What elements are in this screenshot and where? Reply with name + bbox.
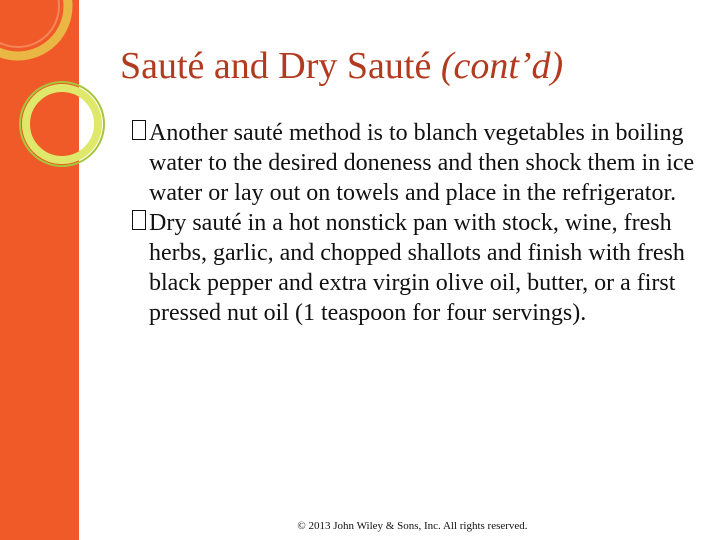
title-main: Sauté and Dry Sauté — [120, 45, 432, 87]
slide-body — [128, 118, 708, 328]
copyright-footer: © 2013 John Wiley & Sons, Inc. All rights reserved. — [297, 520, 528, 532]
ring-bottom-icon — [26, 88, 98, 160]
ring-top-icon — [0, 0, 68, 56]
bullet-item — [128, 118, 708, 208]
bullet-box-icon — [132, 120, 146, 140]
ring-bottom-outer-icon — [20, 82, 104, 166]
slide-title — [120, 44, 563, 88]
bullet-text: Dry sauté in a hot nonstick pan with stock, wine, fresh herbs, garlic, and chopped shallots and finish with fresh black pepper and extra virgin olive oil, butter, or a first pressed nut oil (1 teaspoon for four servings). — [149, 210, 685, 326]
bullet-item — [128, 208, 708, 328]
bullet-text: Another sauté method is to blanch vegetables in boiling water to the desired doneness and then shock them in ice water or lay out on towels and place in the refrigerator. — [149, 120, 695, 206]
title-suffix: (cont’d) — [440, 45, 564, 87]
bullet-box-icon — [132, 210, 146, 230]
